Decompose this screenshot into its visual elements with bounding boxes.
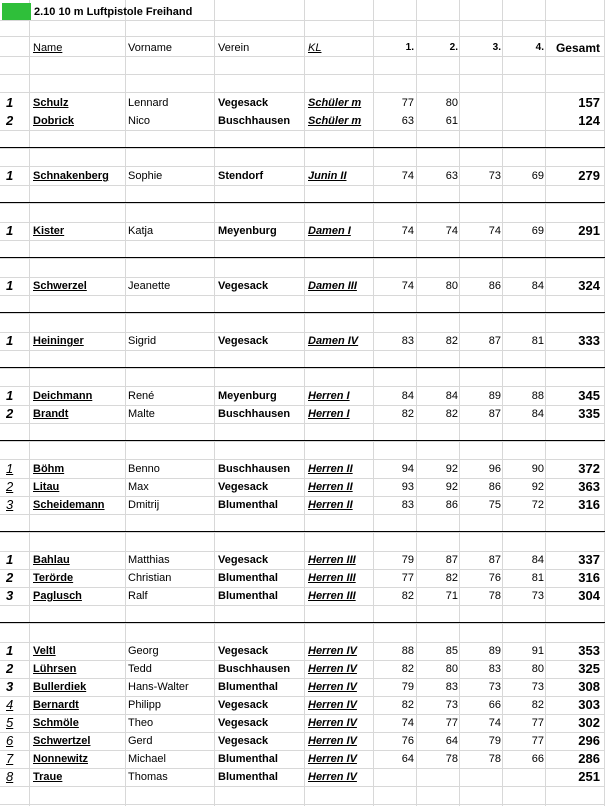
series-3-cell: 89 [488, 390, 501, 402]
first-name-cell: Hans-Walter [128, 681, 189, 693]
row-gridline [0, 258, 605, 259]
total-cell: 291 [578, 223, 600, 238]
total-cell: 363 [578, 479, 600, 494]
row-gridline [0, 313, 605, 314]
series-3-cell: 87 [488, 554, 501, 566]
last-name-cell: Bahlau [33, 554, 70, 566]
rank-cell: 2 [6, 570, 14, 585]
series-4-cell: 72 [531, 499, 544, 511]
series-2-cell: 78 [445, 753, 458, 765]
table-row [0, 568, 605, 586]
class-cell: Herren IV [308, 753, 357, 765]
rank-cell: 1 [6, 168, 14, 183]
series-2-cell: 71 [445, 590, 458, 602]
class-cell: Herren II [308, 499, 353, 511]
first-name-cell: Sigrid [128, 335, 157, 347]
group-border [0, 312, 605, 313]
series-1-cell: 82 [401, 699, 414, 711]
series-4-cell: 69 [531, 170, 544, 182]
series-3-cell: 75 [488, 499, 501, 511]
class-cell: Herren IV [308, 699, 357, 711]
first-name-cell: René [128, 390, 155, 402]
table-row [0, 111, 605, 129]
series-3-cell: 83 [488, 663, 501, 675]
row-gridline [0, 786, 605, 787]
last-name-cell: Schnakenberg [33, 170, 109, 182]
series-4-cell: 90 [531, 463, 544, 475]
series-2-cell: 80 [445, 663, 458, 675]
table-row [0, 677, 605, 695]
header-series-3: 3. [492, 42, 501, 53]
club-cell: Blumenthal [218, 681, 278, 693]
last-name-cell: Heininger [33, 335, 84, 347]
series-3-cell: 86 [488, 481, 501, 493]
header-row [0, 38, 605, 56]
series-2-cell: 82 [445, 335, 458, 347]
class-cell: Damen IV [308, 335, 359, 347]
club-cell: Blumenthal [218, 753, 278, 765]
class-cell: Herren IV [308, 735, 357, 747]
table-row [0, 477, 605, 495]
class-cell: Herren IV [308, 771, 357, 783]
series-4-cell [504, 93, 544, 111]
series-1-cell: 76 [401, 735, 414, 747]
series-3-cell: 87 [488, 335, 501, 347]
rank-cell: 1 [6, 95, 14, 110]
series-2-cell: 80 [445, 280, 458, 292]
total-cell: 316 [578, 570, 600, 585]
class-cell: Herren II [308, 481, 353, 493]
series-2-cell: 86 [445, 499, 458, 511]
last-name-cell: Schwerzel [33, 280, 87, 292]
series-4-cell: 82 [531, 699, 544, 711]
club-cell: Vegesack [218, 481, 269, 493]
last-name-cell: Böhm [33, 463, 65, 475]
header-name: Name [33, 42, 63, 54]
total-cell: 333 [578, 333, 600, 348]
row-gridline [0, 36, 605, 37]
total-cell: 157 [578, 95, 600, 110]
class-cell: Damen III [308, 280, 357, 292]
class-cell: Herren IV [308, 681, 357, 693]
series-4-cell: 77 [531, 735, 544, 747]
rank-cell: 1 [6, 388, 14, 403]
group-border [0, 622, 605, 623]
series-1-cell: 74 [401, 225, 414, 237]
series-3-cell: 96 [488, 463, 501, 475]
last-name-cell: Schulz [33, 97, 69, 109]
class-cell: Herren II [308, 463, 353, 475]
total-cell: 251 [578, 769, 600, 784]
series-4-cell: 73 [531, 681, 544, 693]
club-cell: Stendorf [218, 170, 264, 182]
rank-cell: 3 [6, 588, 14, 603]
total-cell: 303 [578, 697, 600, 712]
last-name-cell: Kister [33, 225, 65, 237]
total-cell: 337 [578, 552, 600, 567]
table-row [0, 166, 605, 184]
class-cell: Herren IV [308, 717, 357, 729]
series-4-cell: 84 [531, 554, 544, 566]
group-border [0, 257, 605, 258]
rank-cell: 2 [6, 479, 14, 494]
series-1-cell: 93 [401, 481, 414, 493]
total-cell: 316 [578, 497, 600, 512]
group-border [0, 367, 605, 368]
group-border [0, 147, 605, 148]
club-cell: Vegesack [218, 735, 269, 747]
row-gridline [0, 623, 605, 624]
row-gridline [0, 203, 605, 204]
last-name-cell: Lührsen [33, 663, 77, 675]
total-cell: 324 [578, 278, 600, 293]
total-cell: 325 [578, 661, 600, 676]
group-border [0, 202, 605, 203]
club-cell: Vegesack [218, 645, 269, 657]
group-border [0, 531, 605, 532]
first-name-cell: Lennard [128, 97, 169, 109]
table-row [0, 386, 605, 404]
row-gridline [0, 185, 605, 186]
club-cell: Blumenthal [218, 499, 278, 511]
club-cell: Buschhausen [218, 463, 291, 475]
series-2-cell [418, 767, 458, 785]
header-class: KL [308, 42, 322, 54]
series-2-cell: 73 [445, 699, 458, 711]
series-3-cell: 73 [488, 170, 501, 182]
series-2-cell: 92 [445, 481, 458, 493]
series-1-cell: 77 [401, 97, 414, 109]
club-cell: Blumenthal [218, 590, 278, 602]
class-cell: Herren III [308, 554, 356, 566]
last-name-cell: Dobrick [33, 115, 74, 127]
rank-cell: 5 [6, 715, 14, 730]
first-name-cell: Malte [128, 408, 155, 420]
series-4-cell: 77 [531, 717, 544, 729]
last-name-cell: Schmöle [33, 717, 79, 729]
series-1-cell [374, 767, 414, 785]
rank-cell: 2 [6, 661, 14, 676]
series-3-cell: 73 [488, 681, 501, 693]
series-3-cell: 87 [488, 408, 501, 420]
last-name-cell: Deichmann [33, 390, 93, 402]
series-2-cell: 74 [445, 225, 458, 237]
series-1-cell: 79 [401, 681, 414, 693]
table-row [0, 221, 605, 239]
series-3-cell: 78 [488, 590, 501, 602]
rank-cell: 6 [6, 733, 14, 748]
club-cell: Meyenburg [218, 390, 277, 402]
series-3-cell: 89 [488, 645, 501, 657]
series-4-cell: 81 [531, 572, 544, 584]
series-2-cell: 92 [445, 463, 458, 475]
series-2-cell: 64 [445, 735, 458, 747]
class-cell: Schüler m [308, 115, 362, 127]
rank-cell: 1 [6, 461, 14, 476]
series-2-cell: 85 [445, 645, 458, 657]
rank-cell: 1 [6, 552, 14, 567]
first-name-cell: Tedd [128, 663, 152, 675]
class-cell: Herren III [308, 572, 356, 584]
last-name-cell: Nonnewitz [33, 753, 88, 765]
table-row [0, 276, 605, 294]
table-row [0, 695, 605, 713]
series-1-cell: 83 [401, 335, 414, 347]
class-cell: Herren III [308, 590, 356, 602]
first-name-cell: Dmitrij [128, 499, 160, 511]
series-4-cell: 88 [531, 390, 544, 402]
club-cell: Buschhausen [218, 115, 291, 127]
rank-cell: 7 [6, 751, 14, 766]
first-name-cell: Gerd [128, 735, 153, 747]
rank-cell: 2 [6, 113, 14, 128]
series-2-cell: 83 [445, 681, 458, 693]
first-name-cell: Katja [128, 225, 154, 237]
last-name-cell: Scheidemann [33, 499, 105, 511]
series-2-cell: 82 [445, 572, 458, 584]
series-3-cell [461, 111, 501, 129]
series-1-cell: 94 [401, 463, 414, 475]
row-gridline [0, 441, 605, 442]
class-cell: Herren IV [308, 645, 357, 657]
club-cell: Blumenthal [218, 771, 278, 783]
table-row [0, 713, 605, 731]
first-name-cell: Christian [128, 572, 172, 584]
table-row [0, 586, 605, 604]
rank-cell: 3 [6, 679, 14, 694]
last-name-cell: Bullerdiek [33, 681, 87, 693]
series-1-cell: 82 [401, 590, 414, 602]
row-gridline [0, 368, 605, 369]
class-cell: Herren IV [308, 663, 357, 675]
row-gridline [0, 240, 605, 241]
series-1-cell: 63 [401, 115, 414, 127]
rank-cell: 1 [6, 643, 14, 658]
row-gridline [0, 56, 605, 57]
series-1-cell: 84 [401, 390, 414, 402]
last-name-cell: Bernardt [33, 699, 79, 711]
series-3-cell: 78 [488, 753, 501, 765]
row-gridline [0, 295, 605, 296]
table-row [0, 93, 605, 111]
header-series-2: 2. [449, 42, 458, 53]
first-name-cell: Matthias [128, 554, 170, 566]
sheet-title: 2.10 10 m Luftpistole Freihand [34, 6, 193, 18]
green-cell-marker [2, 3, 31, 20]
series-1-cell: 83 [401, 499, 414, 511]
first-name-cell: Michael [128, 753, 166, 765]
first-name-cell: Benno [128, 463, 160, 475]
rank-cell: 1 [6, 278, 14, 293]
series-2-cell: 77 [445, 717, 458, 729]
series-4-cell: 80 [531, 663, 544, 675]
series-1-cell: 77 [401, 572, 414, 584]
series-2-cell: 61 [445, 115, 458, 127]
rank-cell: 1 [6, 223, 14, 238]
first-name-cell: Philipp [128, 699, 162, 711]
header-first-name: Vorname [128, 42, 173, 54]
total-cell: 308 [578, 679, 600, 694]
last-name-cell: Terörde [33, 572, 74, 584]
total-cell: 372 [578, 461, 600, 476]
table-row [0, 550, 605, 568]
class-cell: Junin II [308, 170, 347, 182]
series-3-cell [461, 93, 501, 111]
total-cell: 279 [578, 168, 600, 183]
series-2-cell: 87 [445, 554, 458, 566]
row-gridline [0, 804, 605, 805]
rank-cell: 2 [6, 406, 14, 421]
header-series-4: 4. [535, 42, 544, 53]
row-gridline [0, 532, 605, 533]
total-cell: 296 [578, 733, 600, 748]
rank-cell: 1 [6, 333, 14, 348]
first-name-cell: Nico [128, 115, 151, 127]
first-name-cell: Max [128, 481, 149, 493]
row-gridline [0, 423, 605, 424]
series-1-cell: 74 [401, 717, 414, 729]
series-1-cell: 82 [401, 663, 414, 675]
club-cell: Vegesack [218, 97, 269, 109]
series-4-cell: 84 [531, 280, 544, 292]
series-4-cell: 69 [531, 225, 544, 237]
rank-cell: 3 [6, 497, 14, 512]
group-border [0, 440, 605, 441]
table-row [0, 331, 605, 349]
row-gridline [0, 148, 605, 149]
last-name-cell: Traue [33, 771, 63, 783]
table-row [0, 731, 605, 749]
table-row [0, 459, 605, 477]
table-row [0, 767, 605, 785]
row-gridline [0, 605, 605, 606]
class-cell: Schüler m [308, 97, 362, 109]
last-name-cell: Litau [33, 481, 60, 493]
series-1-cell: 88 [401, 645, 414, 657]
last-name-cell: Brandt [33, 408, 69, 420]
table-row [0, 749, 605, 767]
series-2-cell: 63 [445, 170, 458, 182]
series-2-cell: 84 [445, 390, 458, 402]
total-cell: 304 [578, 588, 600, 603]
series-2-cell: 82 [445, 408, 458, 420]
series-3-cell: 86 [488, 280, 501, 292]
class-cell: Damen I [308, 225, 351, 237]
first-name-cell: Jeanette [128, 280, 171, 292]
row-gridline [0, 514, 605, 515]
row-gridline [0, 74, 605, 75]
total-cell: 124 [578, 113, 600, 128]
series-3-cell: 76 [488, 572, 501, 584]
series-3-cell: 74 [488, 225, 501, 237]
last-name-cell: Schwertzel [33, 735, 91, 747]
series-2-cell: 80 [445, 97, 458, 109]
total-cell: 345 [578, 388, 600, 403]
series-3-cell: 66 [488, 699, 501, 711]
total-cell: 335 [578, 406, 600, 421]
class-cell: Herren I [308, 390, 350, 402]
club-cell: Buschhausen [218, 408, 291, 420]
series-1-cell: 82 [401, 408, 414, 420]
series-3-cell [461, 767, 501, 785]
row-gridline [0, 350, 605, 351]
series-1-cell: 74 [401, 280, 414, 292]
series-4-cell [504, 111, 544, 129]
club-cell: Vegesack [218, 280, 269, 292]
first-name-cell: Thomas [128, 771, 168, 783]
header-series-1: 1. [405, 42, 414, 53]
total-cell: 353 [578, 643, 600, 658]
table-row [0, 404, 605, 422]
class-cell: Herren I [308, 408, 350, 420]
club-cell: Buschhausen [218, 663, 291, 675]
series-4-cell: 91 [531, 645, 544, 657]
club-cell: Blumenthal [218, 572, 278, 584]
first-name-cell: Theo [128, 717, 154, 729]
rank-cell: 8 [6, 769, 14, 784]
header-total: Gesamt [555, 41, 600, 55]
series-1-cell: 79 [401, 554, 414, 566]
first-name-cell: Sophie [128, 170, 163, 182]
total-cell: 286 [578, 751, 600, 766]
club-cell: Vegesack [218, 717, 269, 729]
title-row [0, 2, 605, 20]
series-4-cell: 73 [531, 590, 544, 602]
series-4-cell: 92 [531, 481, 544, 493]
club-cell: Vegesack [218, 335, 269, 347]
table-row [0, 495, 605, 513]
first-name-cell: Georg [128, 645, 159, 657]
table-row [0, 641, 605, 659]
header-club: Verein [218, 42, 250, 54]
series-4-cell: 66 [531, 753, 544, 765]
last-name-cell: Veltl [33, 645, 56, 657]
club-cell: Vegesack [218, 554, 269, 566]
row-gridline [0, 130, 605, 131]
first-name-cell: Ralf [128, 590, 148, 602]
rank-cell: 4 [6, 697, 14, 712]
total-cell: 302 [578, 715, 600, 730]
last-name-cell: Paglusch [33, 590, 82, 602]
club-cell: Meyenburg [218, 225, 277, 237]
series-4-cell: 84 [531, 408, 544, 420]
series-3-cell: 79 [488, 735, 501, 747]
table-row [0, 659, 605, 677]
club-cell: Vegesack [218, 699, 269, 711]
series-1-cell: 64 [401, 753, 414, 765]
series-4-cell: 81 [531, 335, 544, 347]
series-1-cell: 74 [401, 170, 414, 182]
series-4-cell [504, 767, 544, 785]
series-3-cell: 74 [488, 717, 501, 729]
